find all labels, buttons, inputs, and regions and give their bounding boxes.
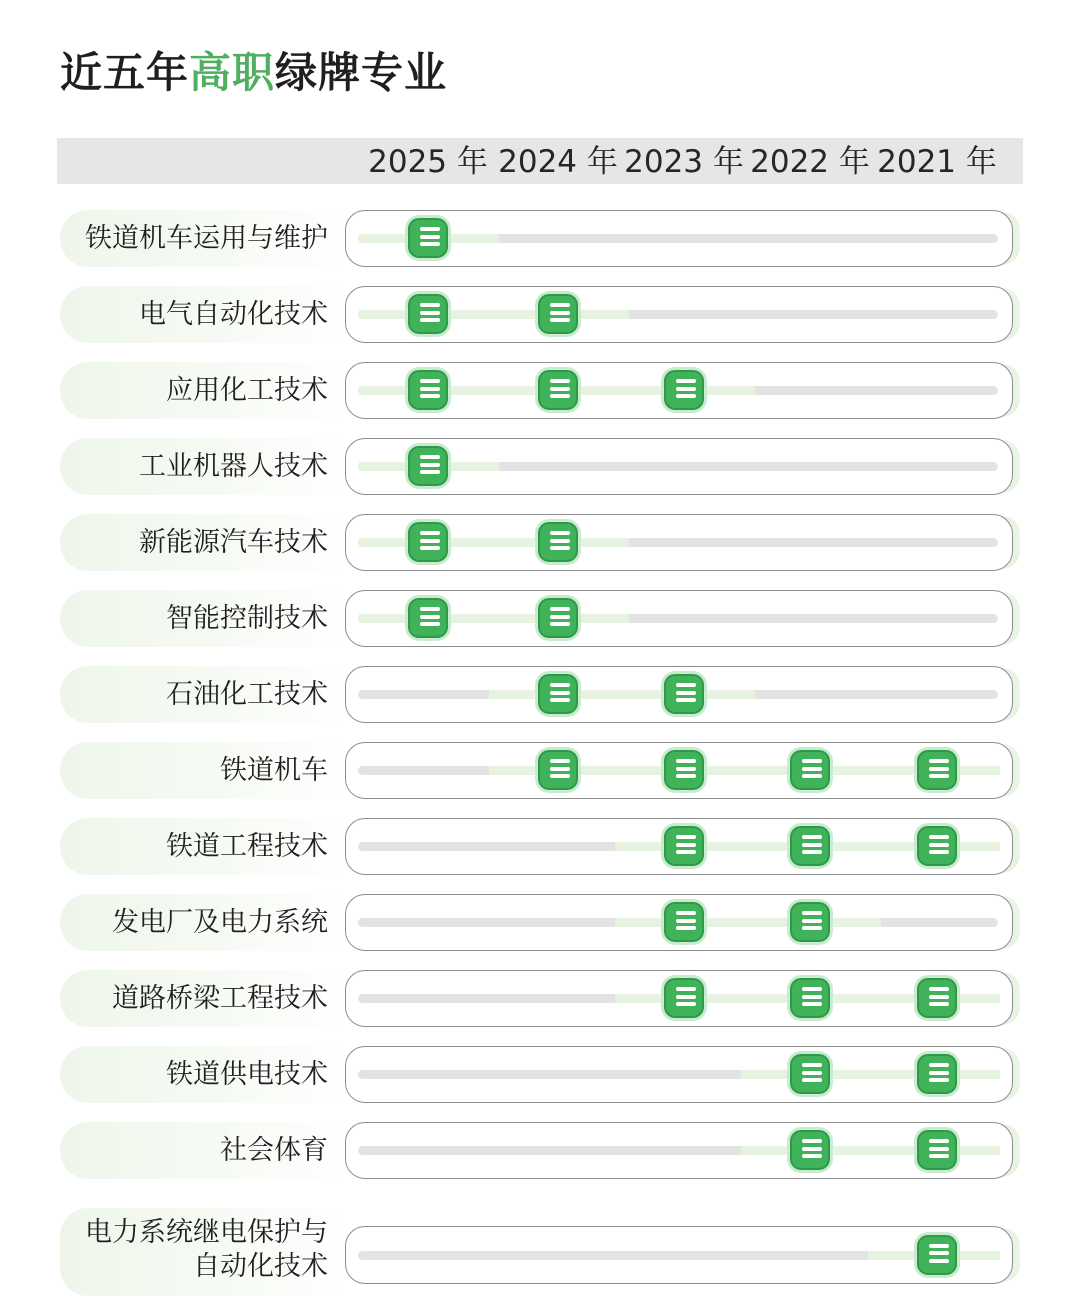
row-label (166, 602, 328, 636)
row-label-line: 新能源汽车技术 (139, 526, 328, 558)
row-label (112, 982, 328, 1016)
badge-bar (929, 1002, 949, 1006)
badge-bar (802, 1071, 822, 1075)
green-list-badge-icon (538, 598, 578, 638)
badge-bar (929, 1259, 949, 1263)
green-list-badge-icon (917, 978, 957, 1018)
row-track (345, 210, 1013, 267)
row-label-bg (60, 818, 350, 875)
year-label-0: 2025 年 (368, 144, 488, 180)
badge-bar (420, 607, 440, 611)
year-label-2: 2023 年 (624, 144, 744, 180)
row-track (345, 666, 1013, 723)
row-label-line: 智能控制技术 (166, 602, 328, 634)
row-track (345, 362, 1013, 419)
row-label-line: 铁道供电技术 (166, 1058, 328, 1090)
row-label-line: 铁道机车 (220, 754, 328, 786)
badge-bar (550, 615, 570, 619)
row-track (345, 742, 1013, 799)
badge-bar (676, 691, 696, 695)
green-list-badge-icon (917, 1054, 957, 1094)
badge-bar (550, 691, 570, 695)
row-label-bg (60, 742, 350, 799)
badge-bar (929, 987, 949, 991)
green-list-badge-icon (917, 750, 957, 790)
badge-bar (420, 303, 440, 307)
row-track (345, 286, 1013, 343)
row-track (345, 1046, 1013, 1103)
badge-bar (420, 379, 440, 383)
year-label-4: 2021 年 (877, 144, 997, 180)
row-track (345, 818, 1013, 875)
green-list-badge-icon (408, 598, 448, 638)
green-list-badge-icon (538, 522, 578, 562)
badge-bar (929, 767, 949, 771)
row-label (166, 1058, 328, 1092)
row-label-bg (60, 286, 350, 343)
badge-bar (420, 455, 440, 459)
green-list-badge-icon (538, 674, 578, 714)
badge-bar (802, 835, 822, 839)
green-list-badge-icon (664, 750, 704, 790)
badge-bar (676, 394, 696, 398)
row-label (139, 526, 328, 560)
green-list-badge-icon (664, 674, 704, 714)
green-list-badge-icon (790, 750, 830, 790)
badge-bar (550, 379, 570, 383)
year-label-1: 2024 年 (498, 144, 618, 180)
badge-bar (676, 767, 696, 771)
year-label-3: 2022 年 (750, 144, 870, 180)
row-label (112, 906, 328, 940)
green-list-badge-icon (664, 902, 704, 942)
badge-bar (550, 303, 570, 307)
row-track (345, 970, 1013, 1027)
badge-bar (420, 311, 440, 315)
badge-bar (420, 463, 440, 467)
green-list-badge-icon (790, 902, 830, 942)
badge-bar (802, 759, 822, 763)
badge-bar (550, 318, 570, 322)
row-label (166, 830, 328, 864)
green-list-badge-icon (790, 978, 830, 1018)
badge-bar (420, 394, 440, 398)
badge-bar (676, 387, 696, 391)
badge-bar (676, 850, 696, 854)
badge-bar (550, 683, 570, 687)
row-label-line: 铁道工程技术 (166, 830, 328, 862)
row-label-line: 电气自动化技术 (139, 298, 328, 330)
active-segment (741, 1070, 1000, 1079)
row-track (345, 590, 1013, 647)
badge-bar (802, 919, 822, 923)
green-list-badge-icon (408, 522, 448, 562)
badge-bar (420, 387, 440, 391)
badge-bar (802, 1078, 822, 1082)
badge-bar (550, 767, 570, 771)
badge-bar (550, 546, 570, 550)
badge-bar (929, 759, 949, 763)
row-label (85, 222, 328, 256)
green-list-badge-icon (408, 294, 448, 334)
row-label-line: 石油化工技术 (166, 678, 328, 710)
row-track (345, 894, 1013, 951)
badge-bar (802, 995, 822, 999)
badge-bar (802, 1063, 822, 1067)
badge-bar (802, 987, 822, 991)
active-segment (359, 538, 629, 547)
row-label-bg (60, 514, 350, 571)
green-list-badge-icon (664, 370, 704, 410)
row-label-line: 道路桥梁工程技术 (112, 982, 328, 1014)
title-part2: 绿牌专业 (275, 48, 448, 97)
row-label-line: 社会体育 (220, 1134, 328, 1166)
green-list-badge-icon (790, 1130, 830, 1170)
green-list-badge-icon (664, 826, 704, 866)
row-track (345, 1122, 1013, 1179)
row-label-bg (60, 1208, 350, 1296)
badge-bar (420, 235, 440, 239)
active-segment (489, 690, 755, 699)
badge-bar (802, 926, 822, 930)
badge-bar (420, 470, 440, 474)
active-segment (741, 1146, 1000, 1155)
green-list-badge-icon (790, 1054, 830, 1094)
badge-bar (420, 242, 440, 246)
badge-bar (802, 1147, 822, 1151)
badge-bar (802, 843, 822, 847)
green-list-badge-icon (790, 826, 830, 866)
row-label (166, 374, 328, 408)
badge-bar (676, 759, 696, 763)
badge-bar (676, 774, 696, 778)
badge-bar (550, 759, 570, 763)
badge-bar (550, 387, 570, 391)
active-segment (359, 614, 629, 623)
row-track (345, 1226, 1013, 1284)
badge-bar (676, 1002, 696, 1006)
row-label-bg (60, 666, 350, 723)
badge-bar (550, 774, 570, 778)
row-label (85, 1216, 328, 1284)
green-list-badge-icon (917, 826, 957, 866)
row-label-line: 电力系统继电保护与 (85, 1217, 328, 1248)
badge-bar (929, 1071, 949, 1075)
green-list-badge-icon (664, 978, 704, 1018)
row-label-bg (60, 1122, 350, 1179)
badge-bar (550, 622, 570, 626)
badge-bar (676, 995, 696, 999)
badge-bar (676, 698, 696, 702)
row-label (166, 678, 328, 712)
row-label-bg (60, 970, 350, 1027)
badge-bar (802, 911, 822, 915)
green-list-badge-icon (917, 1130, 957, 1170)
badge-bar (420, 531, 440, 535)
badge-bar (802, 850, 822, 854)
badge-bar (929, 835, 949, 839)
badge-bar (420, 615, 440, 619)
row-label (139, 298, 328, 332)
active-segment (359, 310, 629, 319)
green-list-badge-icon (538, 750, 578, 790)
badge-bar (676, 843, 696, 847)
row-label-bg (60, 894, 350, 951)
green-list-badge-icon (917, 1235, 957, 1275)
row-label (139, 450, 328, 484)
badge-bar (420, 622, 440, 626)
badge-bar (550, 311, 570, 315)
badge-bar (420, 227, 440, 231)
badge-bar (929, 1251, 949, 1255)
row-label (220, 1134, 328, 1168)
badge-bar (929, 774, 949, 778)
badge-bar (550, 394, 570, 398)
badge-bar (929, 843, 949, 847)
badge-bar (802, 774, 822, 778)
badge-bar (550, 539, 570, 543)
row-label-line: 应用化工技术 (166, 374, 328, 406)
badge-bar (929, 1078, 949, 1082)
page-title (60, 48, 447, 98)
row-label-bg (60, 210, 350, 267)
row-label-bg (60, 1046, 350, 1103)
badge-bar (802, 767, 822, 771)
row-label-line: 工业机器人技术 (139, 450, 328, 482)
row-label-line: 自动化技术 (193, 1251, 328, 1282)
green-list-badge-icon (538, 294, 578, 334)
badge-bar (420, 539, 440, 543)
badge-bar (676, 911, 696, 915)
badge-bar (929, 1147, 949, 1151)
badge-bar (929, 1154, 949, 1158)
green-list-badge-icon (408, 370, 448, 410)
badge-bar (550, 698, 570, 702)
row-label-line: 发电厂及电力系统 (112, 906, 328, 938)
row-label-bg (60, 362, 350, 419)
badge-bar (676, 835, 696, 839)
badge-bar (676, 926, 696, 930)
badge-bar (929, 850, 949, 854)
badge-bar (929, 995, 949, 999)
title-part1: 近五年 (60, 48, 190, 97)
badge-bar (676, 683, 696, 687)
badge-bar (676, 379, 696, 383)
badge-bar (802, 1002, 822, 1006)
row-label-bg (60, 438, 350, 495)
green-list-badge-icon (538, 370, 578, 410)
green-list-badge-icon (408, 218, 448, 258)
badge-bar (676, 919, 696, 923)
badge-bar (676, 987, 696, 991)
badge-bar (802, 1139, 822, 1143)
badge-bar (550, 607, 570, 611)
active-segment (615, 918, 881, 927)
badge-bar (929, 1139, 949, 1143)
green-list-badge-icon (408, 446, 448, 486)
row-label-line: 铁道机车运用与维护 (85, 222, 328, 254)
badge-bar (550, 531, 570, 535)
row-label-bg (60, 590, 350, 647)
row-label (220, 754, 328, 788)
badge-bar (420, 546, 440, 550)
badge-bar (929, 1063, 949, 1067)
badge-bar (802, 1154, 822, 1158)
badge-bar (420, 318, 440, 322)
title-highlight: 高职 (189, 48, 276, 97)
row-track (345, 514, 1013, 571)
row-track (345, 438, 1013, 495)
badge-bar (929, 1244, 949, 1248)
